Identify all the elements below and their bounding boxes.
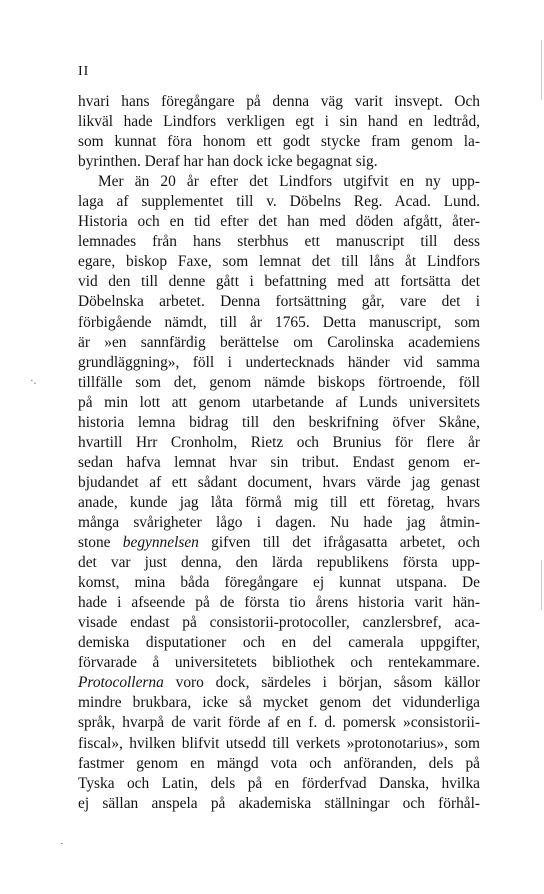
text-line: sedan hafva lemnat hvar sin tribut. Endast genom er- xyxy=(78,453,480,471)
page-edge-mark xyxy=(541,40,542,100)
text-line: tillfälle som det, genom nämde biskops förtroende, föll xyxy=(78,373,480,391)
page-number: II xyxy=(78,64,90,79)
text-line: ej sällan anspela på akademiska ställningar och förhål- xyxy=(78,794,480,812)
text-line: stone begynnelsen gifven till det ifrågasatta arbetet, och xyxy=(78,534,480,552)
body-text xyxy=(78,92,480,814)
text-line: Tyska och Latin, dels på en förderfvad Danska, hvilka xyxy=(78,774,480,792)
text-line: det var just denna, den lärda republikens första upp- xyxy=(78,554,480,572)
text-line: Historia och en tid efter det han med döden afgått, åter- xyxy=(78,213,480,231)
text-line: likväl hade Lindfors verkligen egt i sin hand en ledtråd, xyxy=(78,113,480,131)
text-line: många svårigheter lågo i dagen. Nu hade jag åtmin- xyxy=(78,513,480,531)
text-line: visade endast på consistorii-protocoller, canzlersbref, aca- xyxy=(78,614,480,632)
text-line: som kunnat föra honom ett godt stycke fram genom la- xyxy=(78,133,480,151)
text-line: hvartill Hrr Cronholm, Rietz och Brunius för flere år xyxy=(78,433,480,451)
text-line: anade, kunde jag låta förmå mig till ett företag, hvars xyxy=(78,493,480,511)
text-line: fiscal», hvilken blifvit utsedd till verkets »protonotarius», som xyxy=(78,734,480,752)
text-line: mindre brukbara, icke så mycket genom det vidunderliga xyxy=(78,694,480,712)
text-line: grundläggning», föll i undertecknads händer vid samma xyxy=(78,353,480,371)
text-line: vid den till denne gått i befattning med att fortsätta det xyxy=(78,273,480,291)
text-line: är »en sannfärdig berättelse om Carolinska academiens xyxy=(78,333,480,351)
text-line: hade i afseende på de första tio årens historia varit hän- xyxy=(78,594,480,612)
text-line: Döbelnska arbetet. Denna fortsättning går, vare det i xyxy=(78,293,480,311)
text-line: hvari hans föregångare på denna väg varit insvept. Och xyxy=(78,93,480,110)
text-line: bjudandet af ett sådant document, hvars värde jag genast xyxy=(78,473,480,491)
text-line: egare, biskop Faxe, som lemnat det till låns åt Lindfors xyxy=(78,253,480,271)
text-line: språk, hvarpå de varit förde af en f. d. pomersk »consistorii- xyxy=(78,714,480,732)
text-line: Protocollerna voro dock, särdeles i början, såsom källor xyxy=(78,674,480,692)
text-line: laga af supplementet till v. Döbelns Reg. Acad. Lund. xyxy=(78,193,480,211)
text-line: lemnades från hans sterbhus ett manuscript till dess xyxy=(78,233,480,251)
text-line: fastmer genom en mängd vota och anföranden, dels på xyxy=(78,754,480,772)
text-line: Mer än 20 år efter det Lindfors utgifvit en ny upp- xyxy=(98,173,480,191)
margin-dots: ·. xyxy=(30,375,37,387)
text-line: byrinthen. Deraf har han dock icke begagnat sig. xyxy=(78,153,378,171)
margin-tick: · xyxy=(60,838,64,850)
page-edge-mark xyxy=(541,560,542,610)
text-line: komst, mina båda föregångare ej kunnat utspana. De xyxy=(78,574,480,592)
text-line: förbigående nämdt, till år 1765. Detta manuscript, som xyxy=(78,313,480,331)
text-line: demiska disputationer och en del camerala uppgifter, xyxy=(78,634,480,652)
text-line: historia lemna bidrag till den beskrifning öfver Skåne, xyxy=(78,413,480,431)
text-line: förvarade å universitetets bibliothek och rentekammare. xyxy=(78,654,480,672)
text-line: på min lott att genom utarbetande af Lunds universitets xyxy=(78,393,480,411)
